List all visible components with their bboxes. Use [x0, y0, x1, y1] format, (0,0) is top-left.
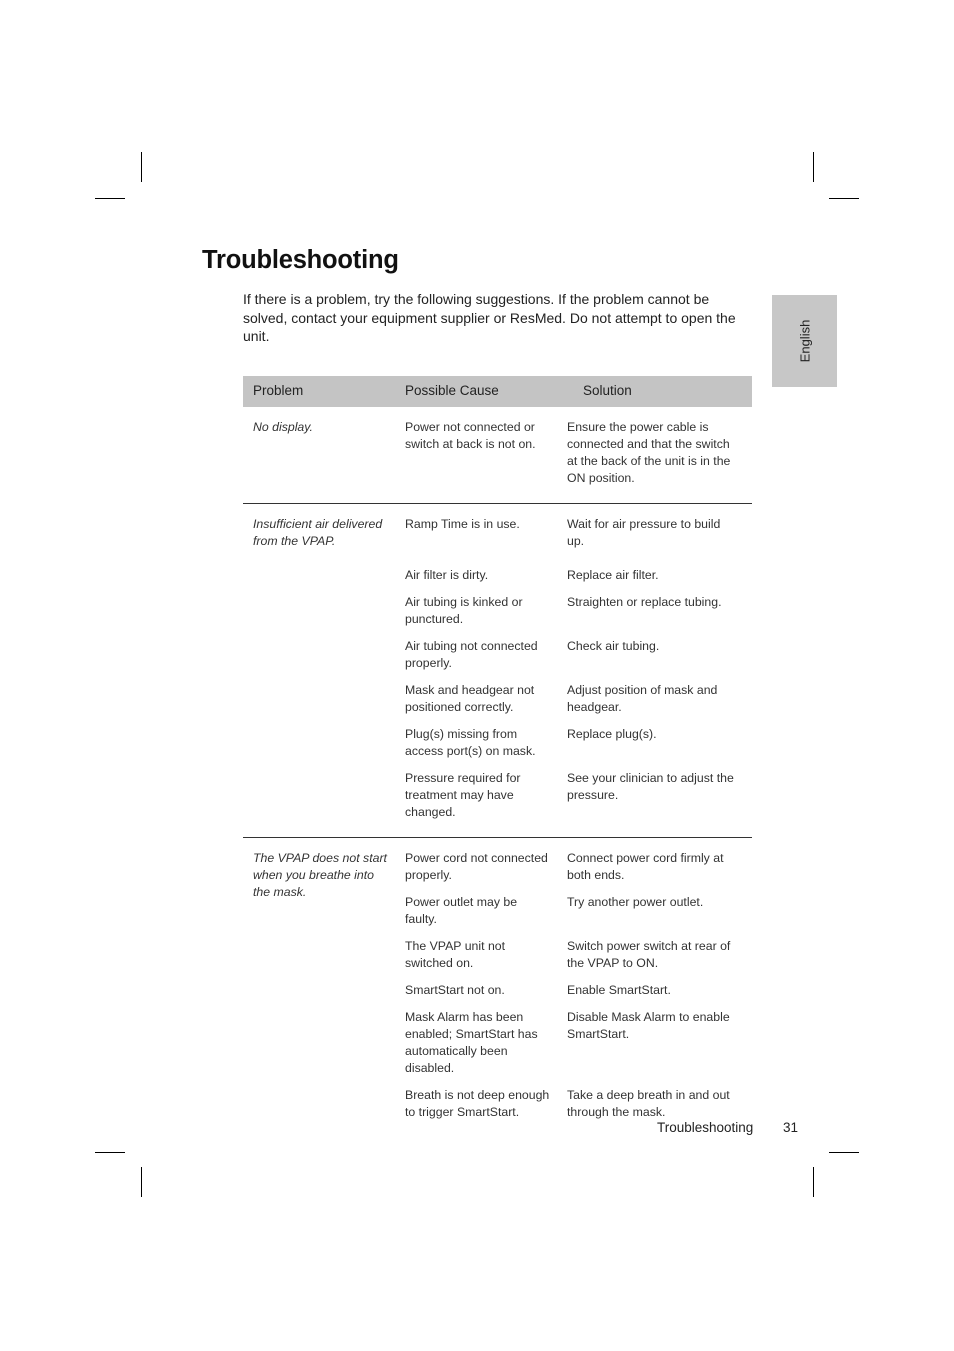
- cause-cell: Air filter is dirty.: [405, 568, 489, 582]
- crop-mark: [829, 1152, 859, 1153]
- crop-mark: [95, 1152, 125, 1153]
- table-row: [405, 594, 752, 628]
- cause-cell: Power cord not connected properly.: [405, 851, 548, 882]
- cause-cell: Pressure required for treatment may have changed.: [405, 771, 521, 819]
- table-row: [405, 938, 752, 972]
- crop-mark: [813, 1167, 814, 1197]
- problem-group: [243, 504, 752, 838]
- cause-cell: Power not connected or switch at back is not on.: [405, 420, 536, 451]
- cause-cell: Air tubing not connected properly.: [405, 639, 538, 670]
- solution-cell: Check air tubing.: [567, 639, 660, 653]
- crop-mark: [95, 198, 125, 199]
- solution-cell: Ensure the power cable is connected and that the switch at the back of the unit is in the ON position.: [567, 420, 731, 485]
- problem-text: Insufficient air delivered from the VPAP.: [253, 517, 383, 548]
- solution-cell: Adjust position of mask and headgear.: [567, 683, 718, 714]
- solution-cell: Straighten or replace tubing.: [567, 595, 722, 609]
- problem-text: No display.: [253, 420, 313, 434]
- footer-section-label: Troubleshooting: [657, 1120, 754, 1135]
- troubleshooting-table: [243, 376, 752, 1137]
- crop-mark: [141, 152, 142, 182]
- cause-cell: Air tubing is kinked or punctured.: [405, 595, 523, 626]
- table-row: [405, 770, 752, 821]
- table-row: [405, 726, 752, 760]
- cause-cell: Mask Alarm has been enabled; SmartStart has automatically been disabled.: [405, 1010, 538, 1075]
- table-row: [405, 419, 752, 487]
- table-row: [405, 894, 752, 928]
- page-title: Troubleshooting: [202, 246, 399, 274]
- solution-cell: See your clinician to adjust the pressure.: [567, 771, 734, 802]
- language-tab-label: English: [797, 319, 812, 363]
- solution-cell: Wait for air pressure to build up.: [567, 517, 721, 548]
- page-number: 31: [783, 1120, 799, 1135]
- cause-cell: SmartStart not on.: [405, 983, 505, 997]
- table-row: [405, 1009, 752, 1077]
- header-problem: Problem: [253, 383, 304, 398]
- cause-cell: Plug(s) missing from access port(s) on mask.: [405, 727, 536, 758]
- solution-cell: Switch power switch at rear of the VPAP to ON.: [567, 939, 731, 970]
- solution-cell: Take a deep breath in and out through the mask.: [567, 1088, 730, 1119]
- table-row: [405, 850, 752, 884]
- header-cause: Possible Cause: [405, 383, 499, 398]
- solution-cell: Replace air filter.: [567, 568, 659, 582]
- problem-text: The VPAP does not start when you breathe into the mask.: [253, 851, 387, 899]
- table-row: [405, 638, 752, 672]
- cause-cell: The VPAP unit not switched on.: [405, 939, 506, 970]
- table-row: [405, 682, 752, 716]
- language-tab: [772, 295, 837, 387]
- cause-cell: Breath is not deep enough to trigger SmartStart.: [405, 1088, 550, 1119]
- table-row: [405, 516, 752, 550]
- crop-mark: [141, 1167, 142, 1197]
- solution-cell: Enable SmartStart.: [567, 983, 671, 997]
- problem-group: [243, 838, 752, 1137]
- cause-cell: Ramp Time is in use.: [405, 517, 520, 531]
- header-solution: Solution: [583, 383, 632, 398]
- solution-cell: Connect power cord firmly at both ends.: [567, 851, 724, 882]
- problem-group: [243, 407, 752, 504]
- table-header: [243, 376, 752, 407]
- table-row: [405, 982, 752, 999]
- solution-cell: Replace plug(s).: [567, 727, 657, 741]
- crop-mark: [813, 152, 814, 182]
- table-row: [405, 1087, 752, 1121]
- solution-cell: Try another power outlet.: [567, 895, 704, 909]
- cause-cell: Mask and headgear not positioned correctly.: [405, 683, 535, 714]
- crop-mark: [829, 198, 859, 199]
- table-row: [405, 567, 752, 584]
- intro-paragraph: If there is a problem, try the following suggestions. If the problem cannot be solved, contact your equipment supplier or ResMed. Do not attempt to open the unit.: [243, 291, 736, 345]
- cause-cell: Power outlet may be faulty.: [405, 895, 518, 926]
- solution-cell: Disable Mask Alarm to enable SmartStart.: [567, 1010, 730, 1041]
